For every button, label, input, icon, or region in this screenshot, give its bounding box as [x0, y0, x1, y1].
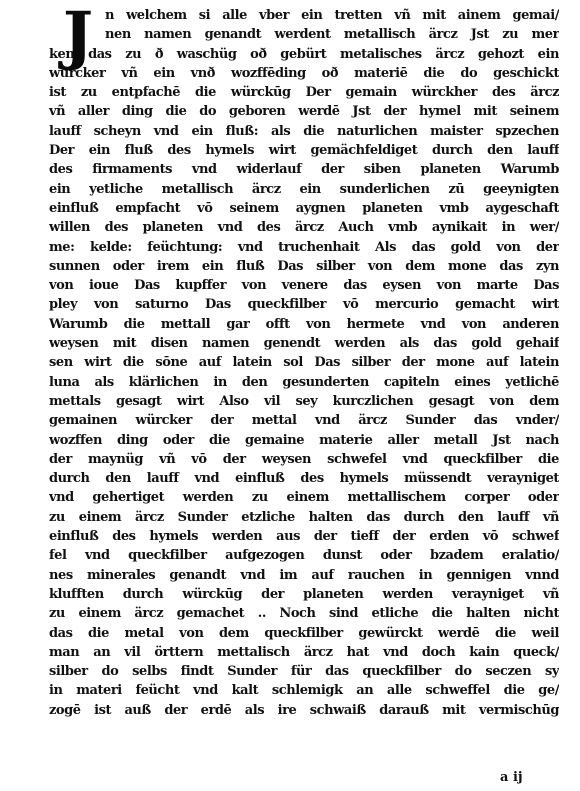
text-line: willen des planeten vnd des ärcz Auch vmb aynikait in wer/ [49, 220, 559, 236]
text-line: einfluß empfacht vō seinem aygnen planeten vmb aygeschaft [49, 200, 559, 216]
text-line: luna als klärlichen in den gesunderten capiteln eines yetlichē [49, 374, 559, 390]
text-line: durch den lauff vnd einfluß des hymels müssendt verayniget [49, 471, 559, 487]
text-line: sunnen oder irem ein fluß Das silber von dem mone das zyn [49, 258, 559, 274]
body-text [49, 0, 559, 720]
text-line: Warumb die mettall gar offt von hermete vnd von anderen [49, 316, 559, 332]
text-line: nen namen genandt werdent metallisch ärcz Jst zu mer [105, 27, 559, 43]
text-line: weysen mit disen namen genendt werden als das gold gehaif [49, 336, 559, 352]
text-line: silber do selbs findt Sunder für das queckfilber do seczen sy [49, 664, 559, 680]
text-line: ken das zu ð waschüg oð gebürt metalisches ärcz gehozt ein [49, 46, 559, 62]
text-line: ist zu entpfachē die würckūg Der gemain würckher des ärcz [49, 85, 559, 101]
text-line: me: kelde: feüchtung: vnd truchenhait Als das gold von der [49, 239, 559, 255]
text-line: sen wirt die sōne auf latein sol Das silber der mone auf latein [49, 355, 559, 371]
text-line: gemainen würcker der mettal vnd ärcz Sunder das vnder/ [49, 413, 559, 429]
text-line: würcker vñ ein vnð wozffēding oð materiē die do geschickt [49, 65, 559, 81]
signature-mark: a ij [500, 770, 523, 785]
text-line: man an vil örttern mettalisch ärcz hat vnd doch kain queck/ [49, 644, 559, 660]
text-line: fel vnd queckfilber aufgezogen dunst oder bzadem eralatio/ [49, 548, 559, 564]
text-line: von ioue Das kupffer von venere das eysen von marte Das [49, 278, 559, 294]
text-line: in materi feücht vnd kalt schlemigk an alle schweffel die ge/ [49, 683, 559, 699]
text-line: lauff scheyn vnd ein fluß: als die naturlichen maister spzechen [49, 123, 559, 139]
text-line: klufften durch würckūg der planeten werden verayniget vñ [49, 586, 559, 602]
text-line: mettals gesagt wirt Also vil sey kurczlichen gesagt von dem [49, 393, 559, 409]
text-line: einfluß des hymels werden aus der tieff der erden vō schwef [49, 529, 559, 545]
text-line: ein yetliche metallisch ärcz ein sunderlichen zū geeynigten [49, 181, 559, 197]
text-line: nes minerales genandt vnd im auf rauchen in gennigen vnnd [49, 567, 559, 583]
text-line: das die metal von dem queckfilber gewürckt werdē die weil [49, 625, 559, 641]
text-line: pley von saturno Das queckfilber vō mercurio gemacht wirt [49, 297, 559, 313]
text-line: zu einem ärcz gemachet .. Noch sind etliche die halten nicht [49, 606, 559, 622]
text-line: vnd gehertiget werden zu einem mettallischem corper oder [49, 490, 559, 506]
text-line: vñ aller ding die do geboren werdē Jst der hymel mit seinem [49, 104, 559, 120]
text-line: Der ein fluß des hymels wirt gemächfeldiget durch den lauff [49, 143, 559, 159]
text-line: zogē ist auß der erdē als ire schwaiß darauß mit vermischūg [49, 702, 559, 718]
text-line: n welchem si alle vber ein tretten vñ mit ainem gemai/ [105, 8, 559, 23]
text-line: des firmaments vnd widerlauf der siben planeten Warumb [49, 162, 559, 178]
decorated-initial-letter: J [62, 0, 94, 73]
text-line: der maynüg vñ vō der weysen schwefel vnd queckfilber die [49, 451, 559, 467]
text-line: wozffen ding oder die gemaine materie aller metall Jst nach [49, 432, 559, 448]
text-line: zu einem ärcz Sunder etzliche halten das durch den lauff vñ [49, 509, 559, 525]
